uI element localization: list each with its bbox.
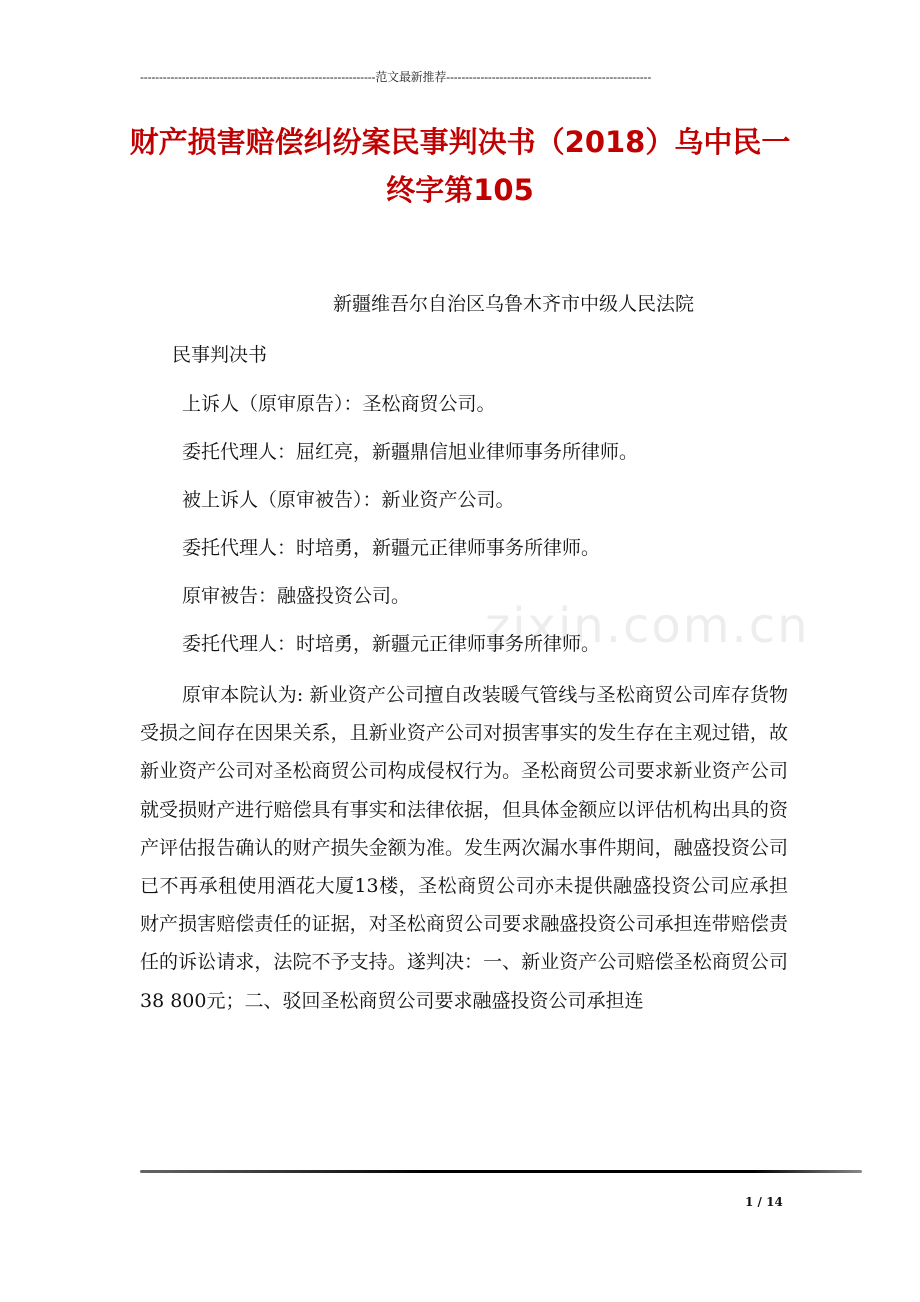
party-line: 上诉人（原审原告）：圣松商贸公司。 [182, 393, 496, 415]
court-name: 新疆维吾尔自治区乌鲁木齐市中级人民法院 [333, 293, 695, 315]
watermark: zixin.com.cn [485, 598, 810, 654]
page-number: 1 / 14 [745, 1195, 783, 1209]
document-type: 民事判决书 [172, 344, 268, 366]
page-header: --------------------------------------------------------------范文最新推荐------------------------------------------------------ [140, 70, 652, 84]
party-line: 被上诉人（原审被告）：新业资产公司。 [182, 489, 515, 511]
party-line: 委托代理人：时培勇，新疆元正律师事务所律师。 [182, 633, 601, 655]
document-title: 财产损害赔偿纠纷案民事判决书（2018）乌中民一终字第105 [129, 125, 791, 207]
body-paragraph: 原审本院认为: 新业资产公司擅自改装暖气管线与圣松商贸公司库存货物受损之间存在因果关系，且新业资产公司对损害事实的发生存在主观过错，故新业资产公司对圣松商贸公司构成侵权行为。圣松商贸公司要求新业资产公司就受损财产进行赔偿具有事实和法律依据，但具体金额应以评估机构出具的资产评估报告确认的财产损失金额为准。发生两次漏水事件期间，融盛投资公司已不再承租使用酒花大厦13楼，圣松商贸公司亦未提供融盛投资公司应承担财产损害赔偿责任的证据，对圣松商贸公司要求融盛投资公司承担连带赔偿责任的诉讼请求，法院不予支持。遂判决：一、新业资产公司赔偿圣松商贸公司38 800元；二、驳回圣松商贸公司要求融盛投资公司承担连 [140, 684, 788, 1012]
party-line: 委托代理人：屈红亮，新疆鼎信旭业律师事务所律师。 [182, 441, 639, 463]
party-line: 原审被告：融盛投资公司。 [182, 585, 411, 607]
footer-divider [140, 1170, 862, 1173]
party-line: 委托代理人：时培勇，新疆元正律师事务所律师。 [182, 537, 601, 559]
